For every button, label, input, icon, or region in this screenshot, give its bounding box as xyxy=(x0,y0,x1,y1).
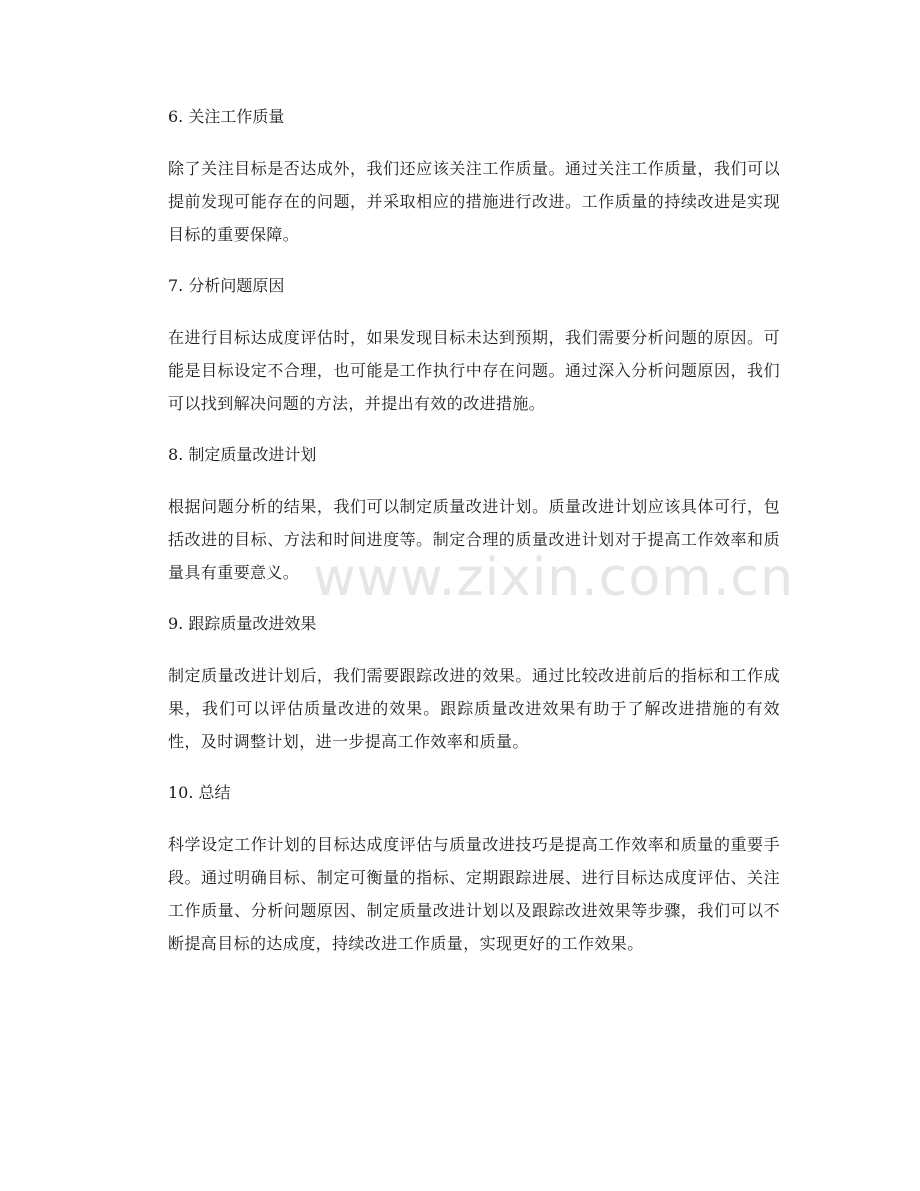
section-paragraph-10: 科学设定工作计划的目标达成度评估与质量改进技巧是提高工作效率和质量的重要手段。通过明确目标、制定可衡量的指标、定期跟踪进展、进行目标达成度评估、关注工作质量、分析问题原因、制定质量改进计划以及跟踪改进效果等步骤，我们可以不断提高目标的达成度，持续改进工作质量，实现更好的工作效果。 xyxy=(168,835,780,953)
document-body xyxy=(168,104,780,982)
section-heading-8: 8. 制定质量改进计划 xyxy=(168,445,317,464)
section-heading-10: 10. 总结 xyxy=(168,783,231,802)
section-heading-7: 7. 分析问题原因 xyxy=(168,276,285,295)
section-paragraph-7: 在进行目标达成度评估时，如果发现目标未达到预期，我们需要分析问题的原因。可能是目标设定不合理，也可能是工作执行中存在问题。通过深入分析问题原因，我们可以找到解决问题的方法，并提出有效的改进措施。 xyxy=(168,328,780,413)
section-paragraph-9: 制定质量改进计划后，我们需要跟踪改进的效果。通过比较改进前后的指标和工作成果，我们可以评估质量改进的效果。跟踪质量改进效果有助于了解改进措施的有效性，及时调整计划，进一步提高工作效率和质量。 xyxy=(168,666,780,751)
section-heading-6: 6. 关注工作质量 xyxy=(168,107,285,126)
watermark-text: www.zixin.com.cn xyxy=(313,548,794,608)
section-paragraph-8: 根据问题分析的结果，我们可以制定质量改进计划。质量改进计划应该具体可行，包括改进的目标、方法和时间进度等。制定合理的质量改进计划对于提高工作效率和质量具有重要意义。 xyxy=(168,497,780,582)
section-paragraph-6: 除了关注目标是否达成外，我们还应该关注工作质量。通过关注工作质量，我们可以提前发现可能存在的问题，并采取相应的措施进行改进。工作质量的持续改进是实现目标的重要保障。 xyxy=(168,159,780,244)
section-heading-9: 9. 跟踪质量改进效果 xyxy=(168,614,317,633)
